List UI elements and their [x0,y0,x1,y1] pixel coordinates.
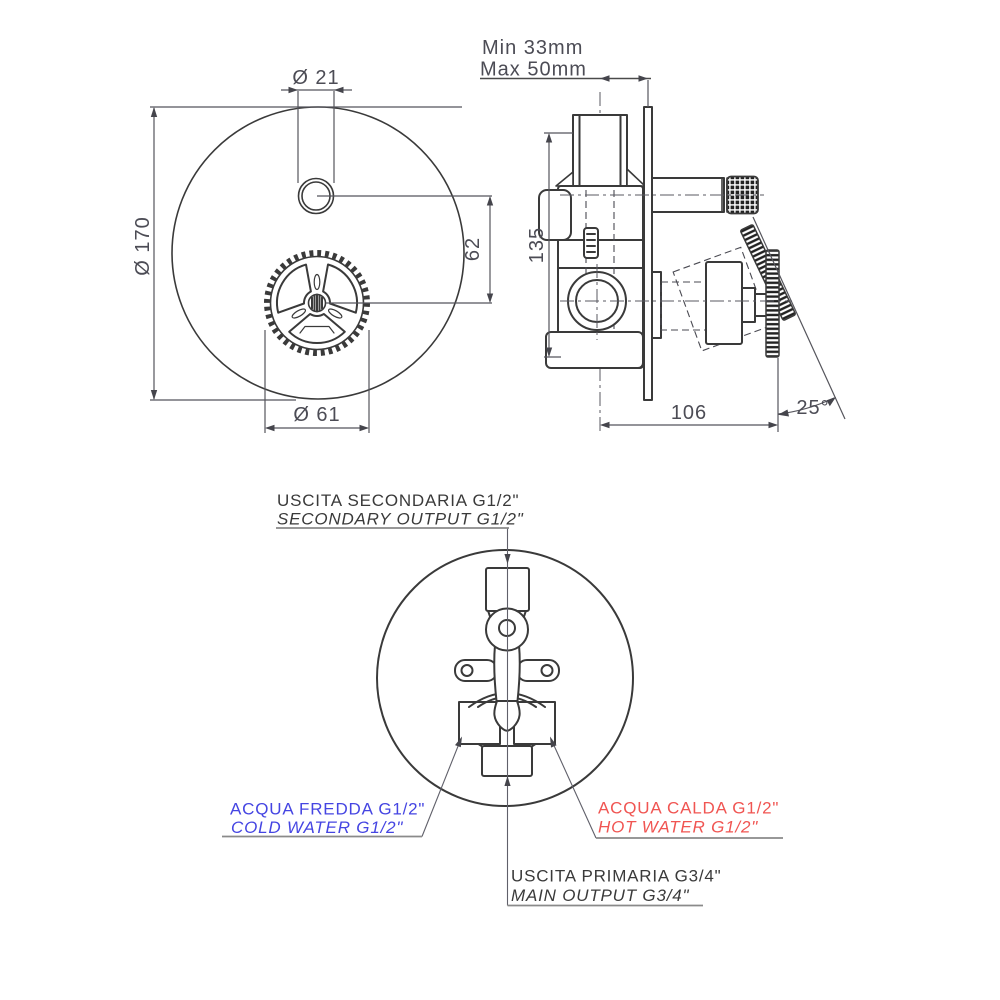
dim-label-handle-angle: 25° [796,397,830,419]
leader-cold [422,737,462,837]
dim-label-spout-diameter: Ø 21 [292,67,340,89]
dim-wheel-diameter [265,330,369,433]
dim-label-plate-diameter: Ø 170 [132,216,154,276]
label-secondary-output [276,491,524,529]
dim-label-projection: 106 [670,402,708,424]
connection-diagram [222,491,783,906]
gusset-left [556,172,573,186]
dim-center-spacing [317,196,493,303]
handle-assembly-side [652,224,796,357]
label-hot-it: ACQUA CALDA G1/2" [598,798,780,818]
wheel-edge-on [766,250,779,357]
label-primary-en: MAIN OUTPUT G3/4" [511,886,690,905]
label-secondary-en: SECONDARY OUTPUT G1/2" [277,509,524,529]
dim-projection [600,358,778,432]
dim-label-body-height: 135 [526,226,548,264]
top-port [573,115,627,186]
body-lower-block [546,332,643,368]
wheel-hub [309,295,326,312]
cold-inlet-port [459,702,500,744]
label-hot-water [596,799,783,839]
front-view [132,67,493,433]
label-cold-en: COLD WATER G1/2" [231,818,404,837]
label-cold-it: ACQUA FREDDA G1/2" [230,799,426,819]
dim-wall-depth [480,37,651,107]
side-view [480,37,845,432]
body-marking-tag [584,228,598,258]
label-main-output [508,867,722,906]
dim-spout-diameter [281,67,352,183]
gusset-right [627,169,645,186]
hot-inlet-port [514,702,555,744]
dim-plate-diameter [132,107,462,400]
valve-body-side [539,186,643,368]
label-cold-water [222,800,425,838]
label-hot-en: HOT WATER G1/2" [598,817,759,837]
handle-base-block [706,262,742,344]
leader-hot [550,737,596,839]
wall-plate-side [644,107,652,400]
dim-label-center-spacing: 62 [462,236,484,262]
wheel-opening-bottom [289,314,345,343]
label-secondary-it: USCITA SECONDARIA G1/2" [277,491,520,510]
dim-label-wheel-diameter: Ø 61 [293,404,341,426]
label-primary-it: USCITA PRIMARIA G3/4" [511,866,722,886]
dim-label-wall-max: Max 50mm [480,58,587,81]
dim-label-wall-min: Min 33mm [482,37,584,59]
